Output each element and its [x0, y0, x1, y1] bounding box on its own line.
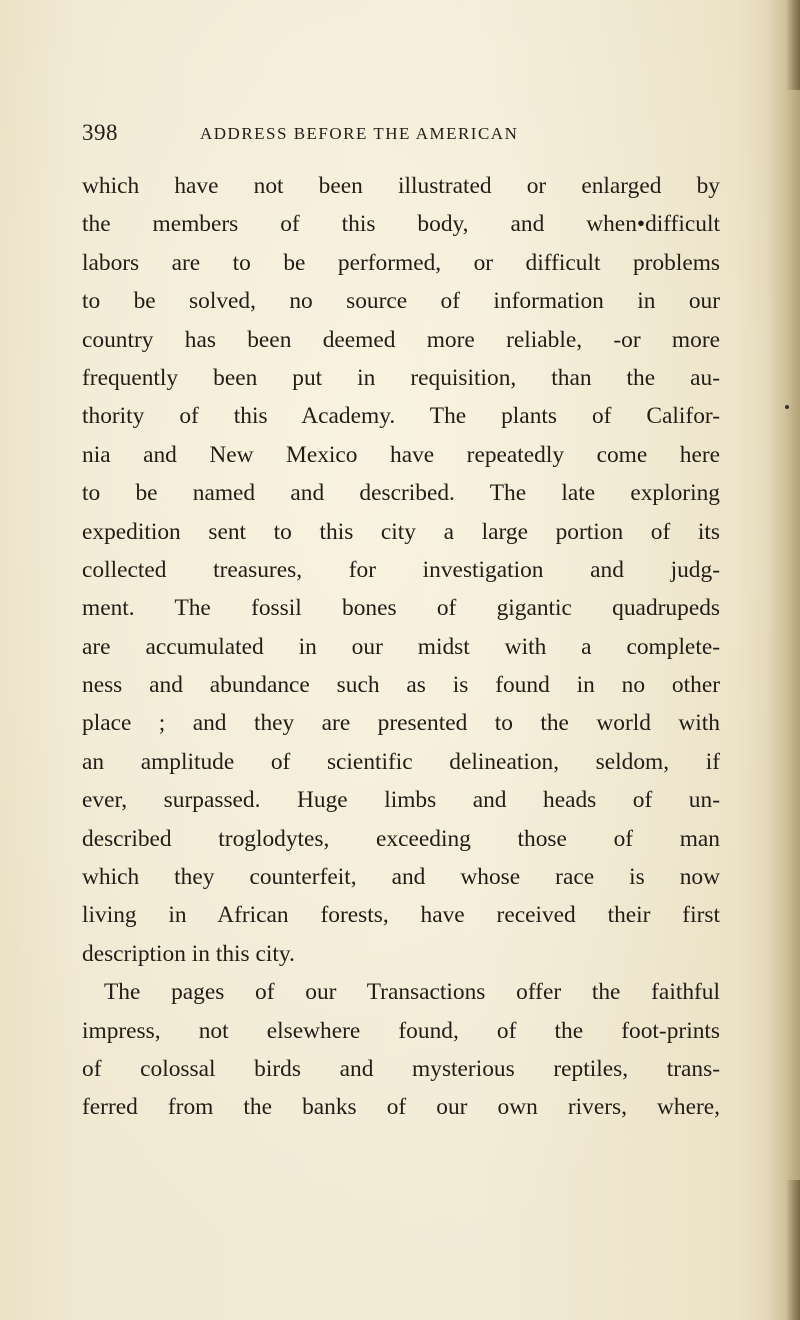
text-line: frequently been put in requisition, than the au-	[82, 364, 720, 391]
page-header	[82, 120, 582, 154]
text-line: the members of this body, and when•difficult	[82, 211, 720, 238]
text-line: living in African forests, have received their first	[82, 902, 720, 929]
text-line: ness and abundance such as is found in no other	[82, 672, 720, 699]
text-line: country has been deemed more reliable, -or more	[82, 326, 720, 353]
text-line: thority of this Academy. The plants of Califor-	[82, 403, 720, 430]
text-line: are accumulated in our midst with a complete-	[82, 633, 720, 660]
running-head: ADDRESS BEFORE THE AMERICAN	[200, 124, 519, 143]
text-line: ever, surpassed. Huge limbs and heads of un-	[82, 787, 720, 814]
text-line: expedition sent to this city a large portion of its	[82, 518, 720, 545]
text-line: collected treasures, for investigation and judg-	[82, 556, 720, 583]
text-line: described troglodytes, exceeding those of man	[82, 825, 720, 852]
text-line: of colossal birds and mysterious reptiles, trans-	[82, 1055, 720, 1082]
text-line: which they counterfeit, and whose race is now	[82, 864, 720, 891]
paragraph-start-line: The pages of our Transactions offer the faithful	[104, 979, 720, 1006]
page-number: 398	[82, 120, 118, 145]
text-line: which have not been illustrated or enlarged by	[82, 173, 720, 199]
page-edge-shadow	[766, 0, 800, 1320]
text-line: labors are to be performed, or difficult problems	[82, 249, 720, 276]
page-edge-dark-strip	[786, 1180, 800, 1320]
text-line: nia and New Mexico have repeatedly come here	[82, 441, 720, 468]
body-text	[82, 167, 720, 1127]
paragraph-end-line: description in this city.	[82, 940, 295, 967]
text-line: ferred from the banks of our own rivers, where,	[82, 1094, 720, 1121]
text-line: to be named and described. The late exploring	[82, 480, 720, 507]
page-edge-dark-strip	[786, 0, 800, 90]
text-line: to be solved, no source of information in our	[82, 288, 720, 315]
ink-speck	[785, 405, 789, 409]
text-line: an amplitude of scientific delineation, seldom, if	[82, 748, 720, 775]
text-line: impress, not elsewhere found, of the foot-prints	[82, 1017, 720, 1044]
text-line: place ; and they are presented to the world with	[82, 710, 720, 737]
text-line: ment. The fossil bones of gigantic quadrupeds	[82, 595, 720, 622]
